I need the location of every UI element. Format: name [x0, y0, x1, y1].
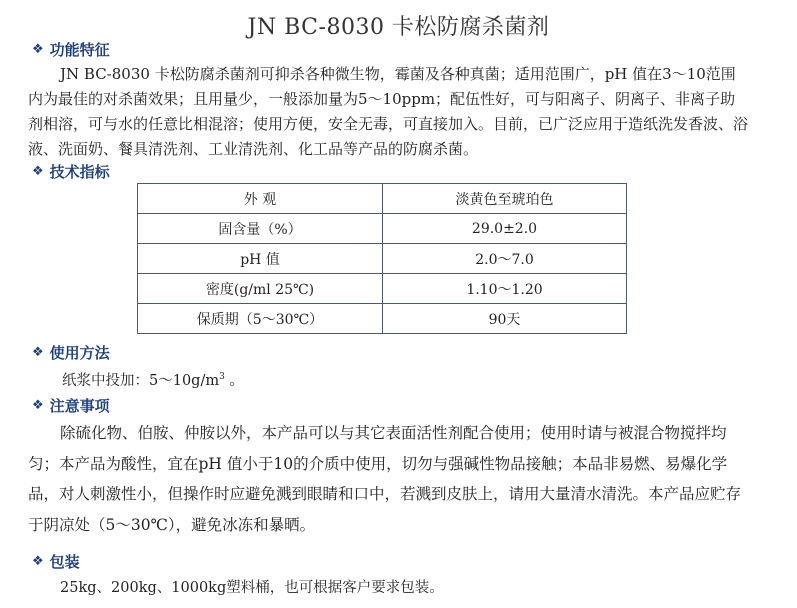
spec-value: 90天: [383, 304, 627, 334]
specs-heading: 技术指标: [49, 162, 110, 181]
spec-label: 外 观: [138, 184, 383, 214]
spec-value: 1.10～1.20: [383, 274, 627, 304]
table-row: [138, 184, 627, 214]
spec-label: pH 值: [138, 244, 383, 274]
notes-text: 除硫化物、伯胺、仲胺以外，本产品可以与其它表面活性剂配合使用；使用时请与被混合物搅拌均匀；本产品为酸性，宜在pH 值小于10的介质中使用，切勿与强碱性物品接触；本品非易燃、易爆化学品，对人刺激性小，但操作时应避免溅到眼睛和口中，若溅到皮肤上，请用大量清水清洗。本产品应贮存于阴凉处（5～30℃），避免冰冻和暴晒。: [28, 424, 742, 534]
section-heading-specs: [32, 160, 110, 182]
diamond-bullet-icon: ❖: [32, 163, 44, 179]
table-row: [138, 214, 627, 244]
spec-label: 密度(g/ml 25℃): [138, 274, 383, 304]
table-row: [138, 244, 627, 274]
section-heading-usage: [32, 341, 110, 363]
diamond-bullet-icon: ❖: [32, 41, 44, 57]
spec-value: 29.0±2.0: [383, 214, 627, 244]
spec-value: 淡黄色至琥珀色: [383, 184, 627, 214]
packaging-heading: 包装: [49, 552, 80, 571]
usage-heading: 使用方法: [49, 343, 110, 362]
features-text: JN BC-8030 卡松防腐杀菌剂可抑杀各种微生物，霉菌及各种真菌；适用范围广，pH 值在3～10范围内为最佳的对杀菌效果；且用量少，一般添加量为5～10ppm；配伍性好，可与阳离子、阴离子、非离子助剂相溶，可与水的任意比相混溶；使用方便，安全无毒，可直接加入。目前，已广泛应用于造纸洗发香波、浴液、洗面奶、餐具清洗剂、工业清洗剂、化工品等产品的防腐杀菌。: [28, 65, 749, 158]
diamond-bullet-icon: ❖: [32, 553, 44, 569]
usage-text-main: 纸浆中投加：5～10g/m: [62, 373, 220, 389]
spec-label: 固含量（%）: [138, 214, 383, 244]
table-row: [138, 274, 627, 304]
features-heading: 功能特征: [49, 40, 110, 59]
section-heading-packaging: [32, 550, 80, 572]
spec-label: 保质期（5～30℃）: [138, 304, 383, 334]
notes-paragraph: [28, 418, 750, 540]
page-title: JN BC-8030 卡松防腐杀菌剂: [247, 15, 550, 40]
table-row: [138, 304, 627, 334]
features-paragraph: [28, 62, 750, 162]
spec-value: 2.0～7.0: [383, 244, 627, 274]
spec-table: [137, 183, 627, 334]
packaging-text: 25kg、200kg、1000kg塑料桶，也可根据客户要求包装。: [60, 580, 444, 596]
notes-heading: 注意事项: [49, 396, 110, 415]
usage-text-sup: 3: [219, 372, 225, 382]
section-heading-features: [32, 38, 110, 60]
diamond-bullet-icon: ❖: [32, 344, 44, 360]
usage-text-end: 。: [224, 373, 244, 389]
usage-text: [62, 369, 244, 390]
diamond-bullet-icon: ❖: [32, 397, 44, 413]
section-heading-notes: [32, 394, 110, 416]
